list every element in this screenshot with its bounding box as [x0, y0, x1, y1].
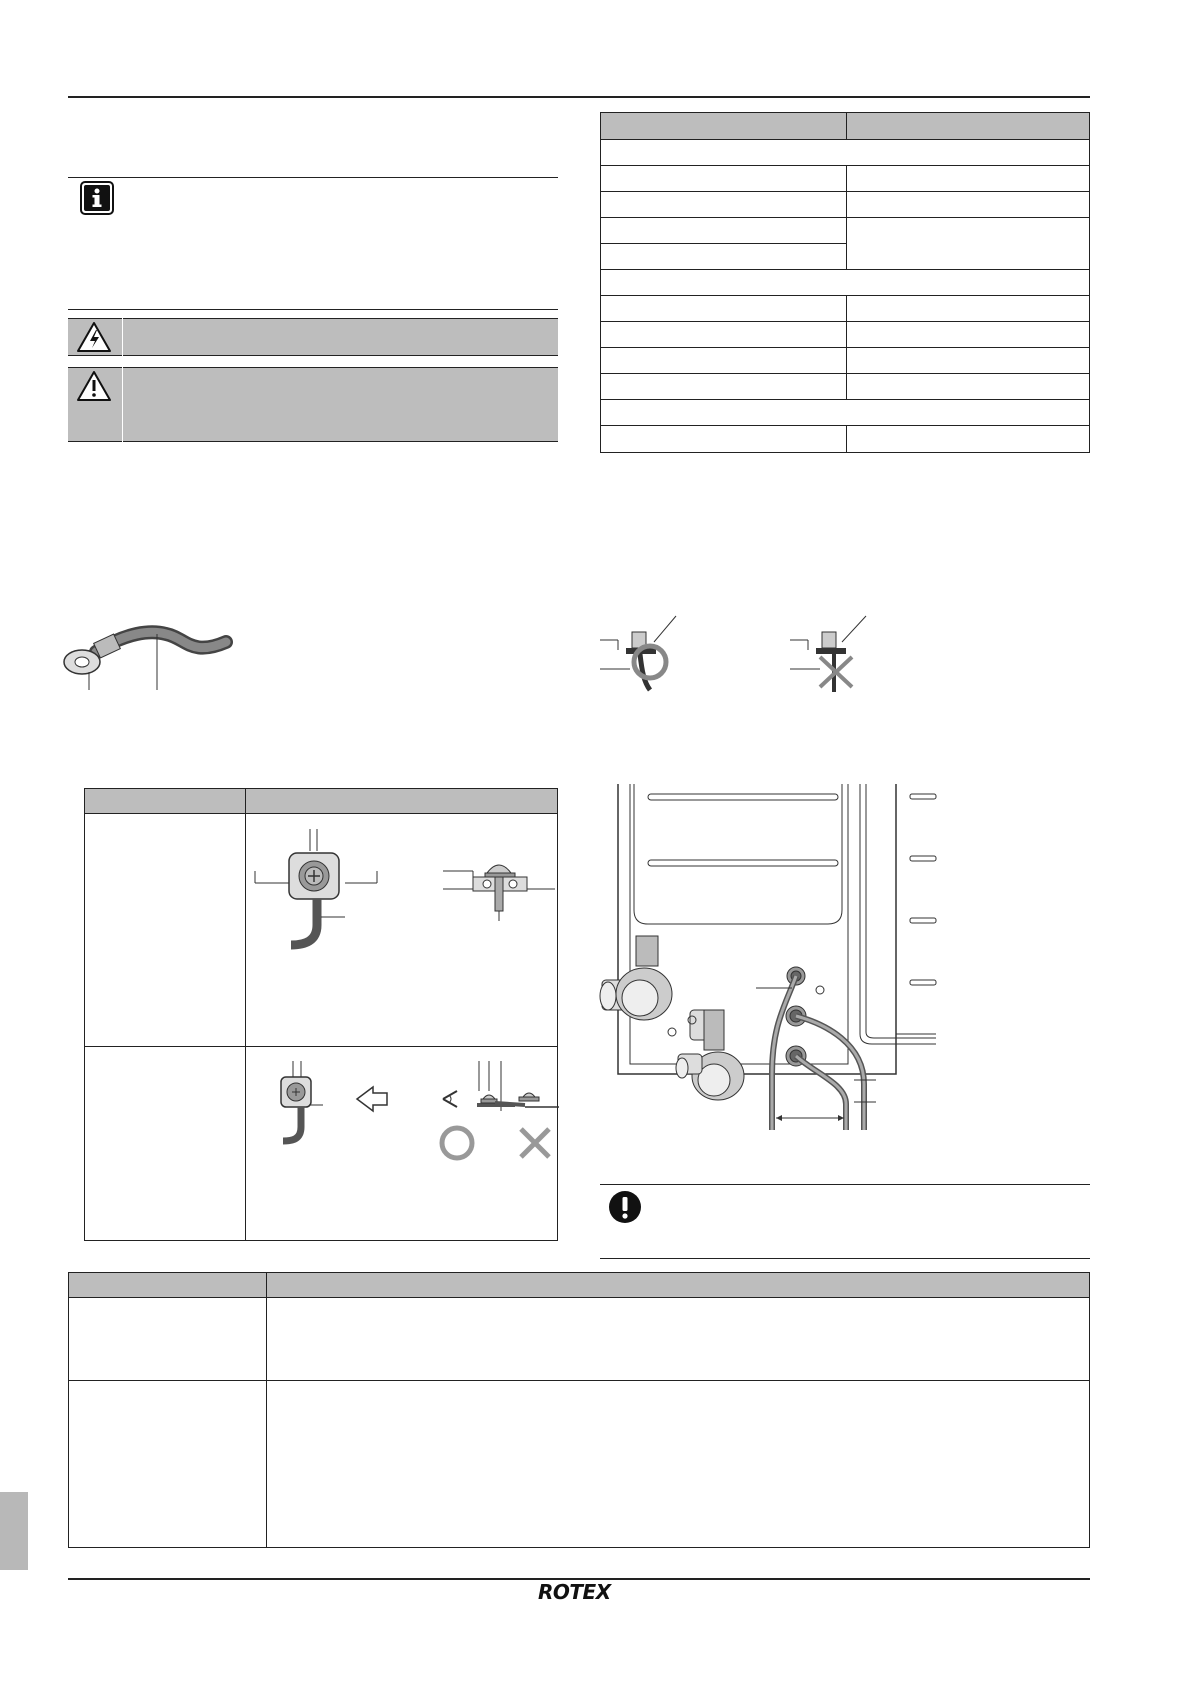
spec-row-line: [601, 243, 846, 244]
brand-logo: ROTEX: [538, 1580, 611, 1604]
general-warning-divider: [122, 367, 123, 442]
cable-clamp-incorrect-illustration: [790, 622, 890, 692]
info-block-bottom-rule: [68, 309, 558, 310]
spec-row-line: [601, 321, 1089, 322]
terminal-row-line: [85, 1046, 557, 1047]
spec-row-line: [601, 347, 1089, 348]
spec-row-line: [601, 425, 1089, 426]
high-voltage-warning-icon: [76, 321, 112, 353]
exclamation-notice-icon: [608, 1190, 642, 1224]
spec-row-line: [601, 191, 1089, 192]
info-block-top-rule: [68, 177, 558, 178]
header-rule: [68, 96, 1090, 98]
bottom-table-header: [69, 1273, 1089, 1298]
spec-col-line: [846, 165, 847, 269]
cable-clamp-correct-illustration: [600, 622, 700, 692]
general-warning-box: [68, 367, 558, 442]
notice-block-bottom-rule: [600, 1258, 1090, 1259]
outdoor-unit-pipe-connection-illustration: [596, 784, 946, 1130]
spec-col-line: [846, 425, 847, 453]
info-icon: [80, 181, 114, 215]
electric-warning-box: [68, 318, 558, 356]
chapter-side-tab: [0, 1492, 28, 1570]
bottom-col-line: [266, 1273, 267, 1547]
spec-table: [600, 112, 1090, 453]
terminal-table-header: [85, 789, 557, 814]
spec-table-header: [601, 113, 1089, 140]
electric-warning-divider: [122, 318, 123, 356]
bottom-info-table: [68, 1272, 1090, 1548]
warning-icon: [76, 370, 112, 402]
spec-col-line: [846, 295, 847, 399]
spec-row-line: [601, 269, 1089, 270]
spec-row-line: [601, 165, 1089, 166]
terminal-screw-side-diagram: [443, 851, 555, 921]
bottom-row-line: [69, 1380, 1089, 1381]
terminal-screw-front-diagram: [245, 829, 395, 949]
correct-mark-icon: [437, 1123, 477, 1163]
spec-row-line: [601, 399, 1089, 400]
spec-row-line: [601, 373, 1089, 374]
notice-block-top-rule: [600, 1184, 1090, 1185]
ring-terminal-illustration: [56, 612, 236, 692]
terminal-connection-table: [84, 788, 558, 1241]
spec-row-line: [601, 217, 1089, 218]
incorrect-mark-icon: [515, 1123, 555, 1163]
spec-row-line: [601, 295, 1089, 296]
spec-col-line: [846, 113, 847, 139]
